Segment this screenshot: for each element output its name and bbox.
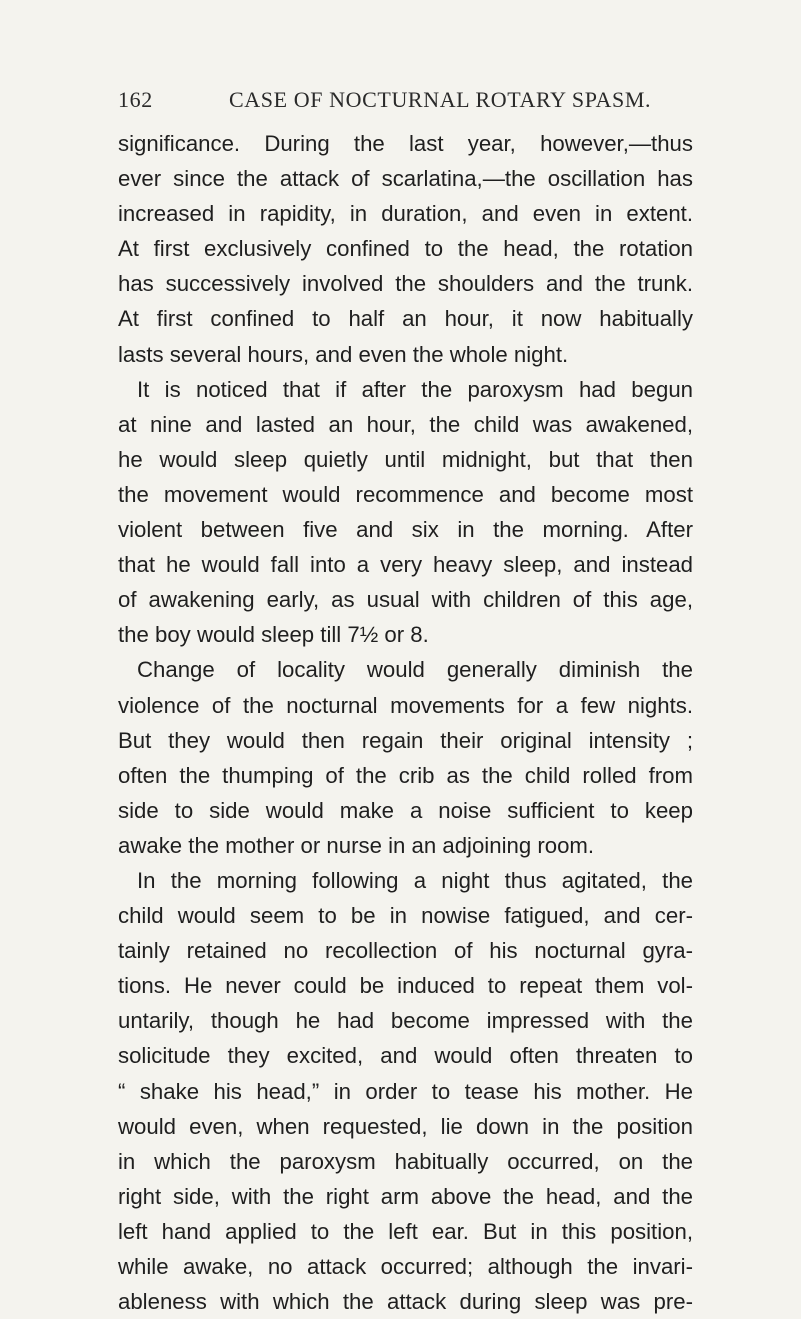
text-line: tions. He never could be induced to repeat them vol- bbox=[118, 973, 693, 999]
body-text bbox=[118, 126, 693, 1319]
text-line: But they would then regain their original intensity ; bbox=[118, 727, 693, 753]
text-line: he would sleep quietly until midnight, but that then bbox=[118, 446, 693, 472]
text-line: at nine and lasted an hour, the child was awakened, bbox=[118, 411, 693, 437]
text-line: untarily, though he had become impressed with the bbox=[118, 1008, 693, 1034]
text-line: At first exclusively confined to the head, the rotation bbox=[118, 236, 693, 262]
text-line: while awake, no attack occurred; although the invari- bbox=[118, 1254, 693, 1279]
text-line: awake the mother or nurse in an adjoining room. bbox=[118, 832, 595, 858]
text-line: of awakening early, as usual with children of this age, bbox=[118, 587, 693, 613]
text-line: violent between five and six in the morning. After bbox=[118, 517, 693, 543]
text-line: left hand applied to the left ear. But in this position, bbox=[118, 1218, 693, 1244]
text-line: ever since the attack of scarlatina,—the oscillation has bbox=[118, 166, 693, 192]
text-line: has successively involved the shoulders and the trunk. bbox=[118, 271, 693, 297]
paragraph-start: Change of locality would generally diminish the bbox=[137, 657, 693, 683]
chapter-title: CASE OF NOCTURNAL ROTARY SPASM. bbox=[229, 87, 652, 112]
text-line: in which the paroxysm habitually occurred, on the bbox=[118, 1148, 693, 1174]
text-line: right side, with the right arm above the head, and the bbox=[118, 1183, 693, 1209]
text-line: lasts several hours, and even the whole night. bbox=[118, 341, 569, 367]
text-line: significance. During the last year, however,—thus bbox=[118, 131, 693, 156]
text-line: increased in rapidity, in duration, and even in extent. bbox=[118, 201, 693, 227]
running-head bbox=[118, 85, 708, 115]
text-line: the movement would recommence and become most bbox=[118, 481, 693, 507]
paragraph-start: It is noticed that if after the paroxysm had begun bbox=[137, 376, 693, 402]
text-line: would even, when requested, lie down in the position bbox=[118, 1113, 693, 1139]
text-line: child would seem to be in nowise fatigued, and cer- bbox=[118, 903, 693, 929]
text-line: violence of the nocturnal movements for a few nights. bbox=[118, 692, 693, 718]
paragraph-start: In the morning following a night thus agitated, the bbox=[137, 867, 693, 893]
text-line: “ shake his head,” in order to tease his mother. He bbox=[118, 1078, 693, 1104]
text-line: solicitude they excited, and would often threaten to bbox=[118, 1043, 693, 1069]
text-line: tainly retained no recollection of his nocturnal gyra- bbox=[118, 938, 693, 964]
text-line: that he would fall into a very heavy sleep, and instead bbox=[118, 552, 693, 578]
text-line: often the thumping of the crib as the child rolled from bbox=[118, 762, 693, 788]
text-line: ableness with which the attack during sleep was pre- bbox=[118, 1289, 693, 1315]
text-line: At first confined to half an hour, it now habitually bbox=[118, 306, 693, 332]
text-line: side to side would make a noise sufficient to keep bbox=[118, 797, 693, 823]
page-number: 162 bbox=[118, 87, 153, 112]
text-line: the boy would sleep till 7½ or 8. bbox=[118, 622, 429, 648]
